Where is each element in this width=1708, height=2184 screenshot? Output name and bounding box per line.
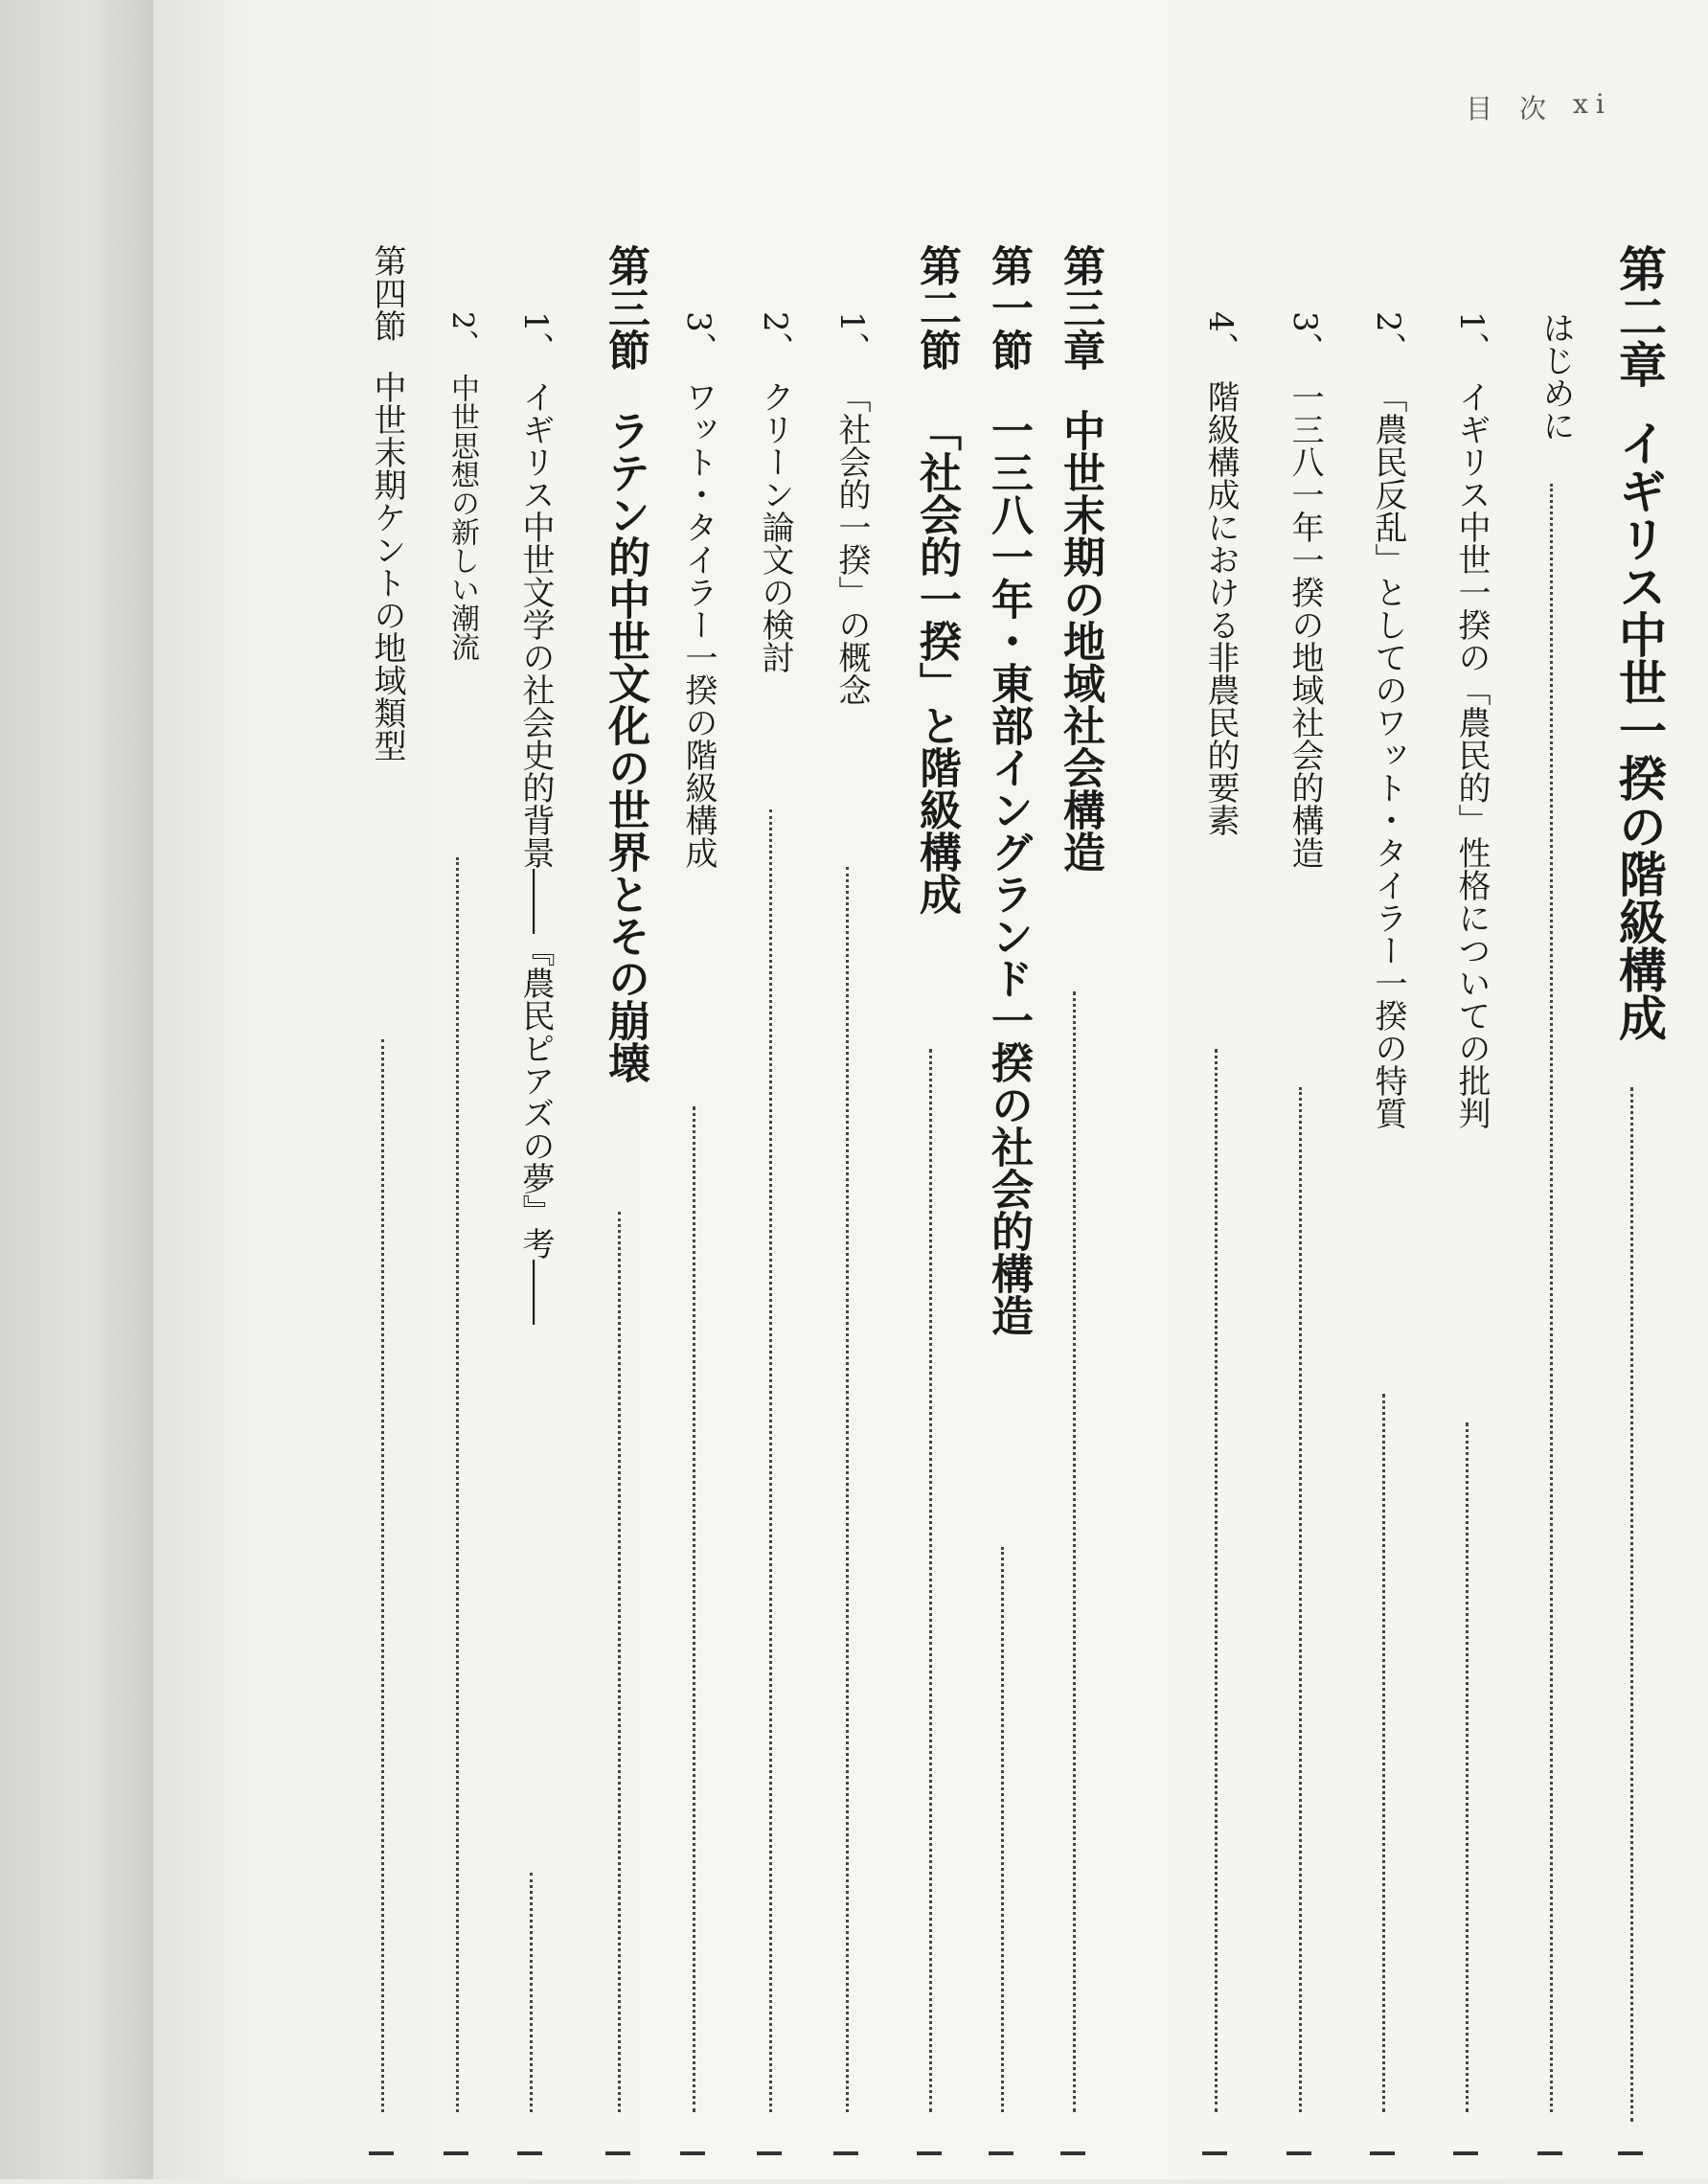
page-number-mark	[513, 2146, 546, 2184]
page-number-mark	[1614, 2146, 1647, 2184]
entry-label: 第二節	[912, 244, 961, 371]
entry-label: 3、	[679, 311, 717, 365]
toc-entry-subsection-1b	[512, 311, 559, 1325]
entry-title: イギリス中世一揆の「農民的」性格についての批判	[1452, 379, 1491, 1129]
entry-label: 1、	[1452, 311, 1491, 365]
dot-leader	[929, 1049, 932, 2112]
entry-title: 中世思想の新しい潮流	[445, 374, 479, 662]
running-head-char-1: 目	[1466, 93, 1501, 125]
book-page	[153, 0, 1708, 2179]
entry-label: 2、	[1369, 311, 1407, 365]
toc-entry-chapter-3-section-1	[977, 244, 1038, 1336]
toc-entry-chapter-2	[1605, 244, 1674, 1041]
dot-leader	[1299, 1087, 1302, 2112]
page-number-mark	[1366, 2146, 1399, 2184]
page-number-mark	[1449, 2146, 1482, 2184]
dot-leader	[1382, 1394, 1385, 2112]
page-number-mark	[1057, 2146, 1089, 2184]
toc-entry-section-4	[1197, 311, 1244, 836]
page-number-mark	[913, 2146, 945, 2184]
entry-label: 第三節	[601, 244, 649, 371]
dot-leader	[456, 857, 459, 2112]
entry-label: 第一節	[984, 244, 1033, 371]
page-number-mark	[602, 2146, 634, 2184]
entry-title: 「農民反乱」としてのワット・タイラー一揆の特質	[1369, 379, 1407, 1129]
dot-leader	[1466, 1422, 1469, 2112]
page-number-mark	[676, 2146, 709, 2184]
toc-entry-chapter-3	[1049, 244, 1110, 873]
dot-leader	[1073, 991, 1076, 2112]
entry-label: 4、	[1201, 311, 1240, 365]
entry-label: 第二章	[1611, 244, 1668, 388]
entry-label: 第三章	[1056, 244, 1105, 371]
page-number-mark	[1283, 2146, 1315, 2184]
toc-entry-chapter-3-section-2	[905, 244, 967, 915]
entry-title: イギリス中世一揆の階級構成	[1611, 419, 1668, 1041]
page-number-mark	[985, 2146, 1017, 2184]
page-binding-shadow	[0, 0, 153, 2179]
entry-title: イギリス中世文学の社会史的背景――『農民ピアズの夢』考――	[516, 379, 555, 1325]
page-number-mark	[440, 2146, 472, 2184]
entry-label: 1、	[832, 311, 871, 365]
toc-entry-subsection-1	[829, 311, 876, 706]
running-head-page-number: xi	[1573, 88, 1612, 120]
entry-label: 1、	[516, 311, 555, 365]
toc-entry-section-1	[1448, 311, 1495, 1129]
running-head	[1466, 88, 1686, 126]
entry-label: 3、	[1286, 311, 1324, 365]
running-head-char-2: 次	[1519, 93, 1555, 125]
page-number-mark	[1198, 2146, 1231, 2184]
entry-label: 2、	[756, 311, 794, 365]
entry-title: はじめに	[1537, 311, 1575, 442]
toc-entry-section-2	[1365, 311, 1412, 1129]
page-number-mark	[365, 2146, 398, 2184]
page-number-mark	[830, 2146, 862, 2184]
toc-entry-section-3	[1282, 311, 1329, 869]
dot-leader	[769, 809, 772, 2112]
toc-entry-chapter-3-section-3	[594, 244, 655, 1083]
entry-title: 階級構成における非農民的要素	[1201, 379, 1240, 836]
dot-leader	[846, 867, 849, 2112]
dot-leader	[530, 1873, 533, 2112]
entry-title: ラテン的中世文化の世界とその崩壊	[601, 409, 649, 1083]
dot-leader	[1630, 1087, 1633, 2122]
toc-entry-chapter-3-section-4	[364, 244, 411, 762]
toc-entry-introduction	[1533, 311, 1580, 442]
dot-leader	[381, 1039, 384, 2112]
toc-entry-subsection-2	[752, 311, 799, 673]
page-number-mark	[753, 2146, 786, 2184]
entry-title: 「社会的一揆」の概念	[832, 379, 871, 706]
entry-label: 第四節	[368, 244, 406, 342]
table-of-contents	[345, 244, 1686, 2160]
entry-title: 一三八一年・東部イングランド一揆の社会的構造	[984, 409, 1033, 1336]
entry-label: 2、	[445, 311, 479, 359]
entry-title: クリーン論文の検討	[756, 379, 794, 673]
dot-leader	[1001, 1547, 1004, 2112]
entry-title: 中世末期の地域社会構造	[1056, 409, 1105, 873]
dot-leader	[693, 1106, 695, 2112]
dot-leader	[1215, 1049, 1218, 2112]
dot-leader	[1550, 484, 1553, 2112]
entry-title: 「社会的一揆」と階級構成	[912, 409, 961, 915]
entry-title: ワット・タイラー一揆の階級構成	[679, 379, 717, 869]
entry-title: 一三八一年一揆の地域社会的構造	[1286, 379, 1324, 869]
dot-leader	[618, 1212, 621, 2112]
toc-entry-subsection-3	[675, 311, 722, 869]
toc-entry-subsection-2b	[441, 311, 483, 661]
page-number-mark	[1534, 2146, 1566, 2184]
entry-title: 中世末期ケントの地域類型	[368, 371, 406, 762]
